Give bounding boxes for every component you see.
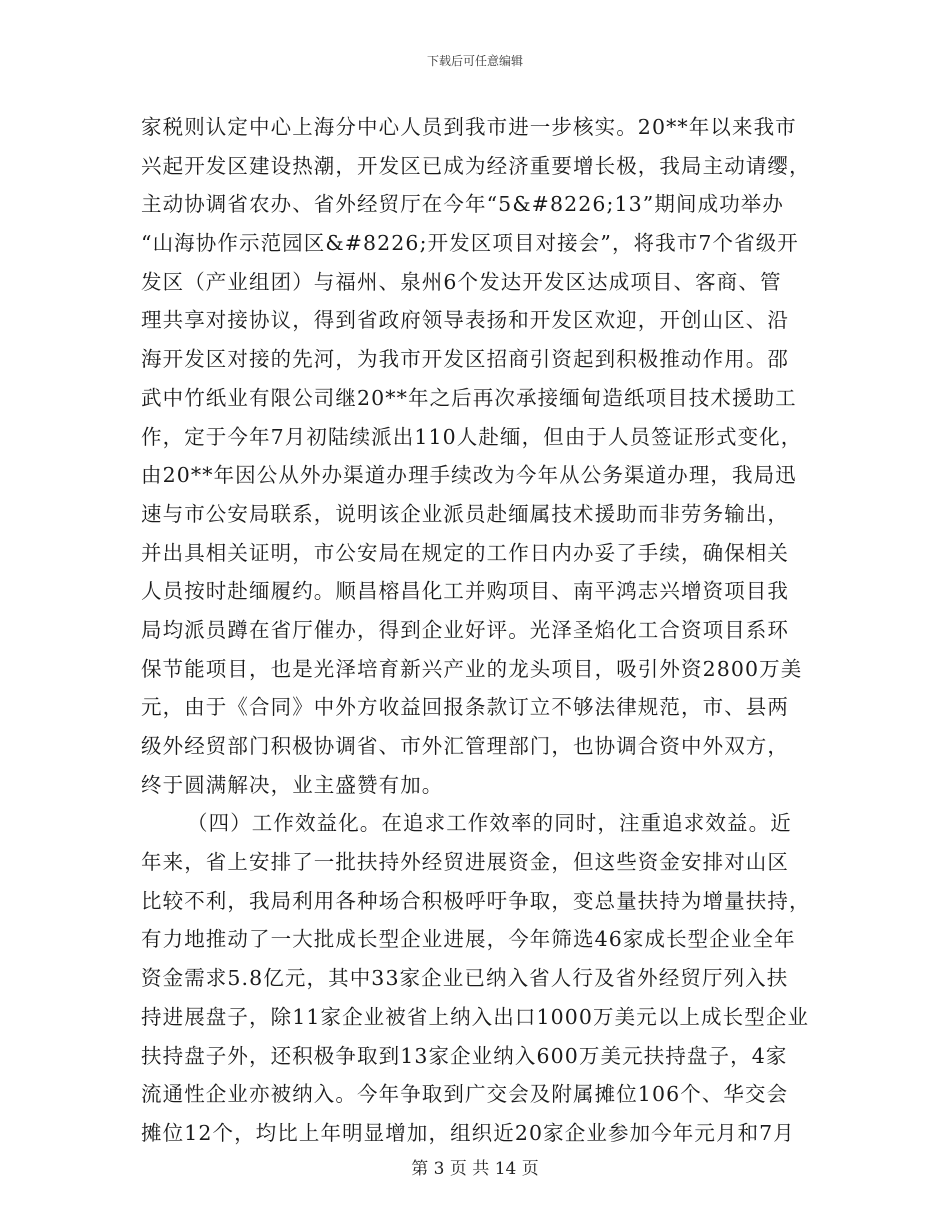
page-footer: 第 3 页 共 14 页 (411, 1159, 539, 1179)
text-line: 保节能项目，也是光泽培育新兴产业的龙头项目，吸引外资2800万美 (141, 656, 803, 681)
text-line: 扶持盘子外，还积极争取到13家企业纳入600万美元扶持盘子，4家 (141, 1043, 788, 1068)
text-line: 兴起开发区建设热潮，开发区已成为经济重要增长极，我局主动请缨， (141, 153, 811, 178)
text-line: 速与市公安局联系，说明该企业派员赴缅属技术援助而非劳务输出， (141, 501, 789, 526)
document-body (141, 108, 809, 1153)
text-line: 元，由于《合同》中外方收益回报条款订立不够法律规范，市、县两 (141, 695, 789, 720)
page-header: 下载后可任意编辑 (426, 54, 523, 68)
text-line: 级外经贸部门积极协调省、市外汇管理部门，也协调合资中外双方， (141, 734, 789, 758)
text-line: 主动协调省农办、省外经贸厅在今年“5&#8226;13”期间成功举办 (141, 192, 784, 217)
text-line: 海开发区对接的先河，为我市开发区招商引资起到积极推动作用。邵 (141, 347, 789, 372)
text-line: 终于圆满解决，业主盛赞有加。 (141, 772, 444, 797)
text-line: 比较不利，我局利用各种场合积极呼吁争取，变总量扶持为增量扶持， (141, 888, 811, 913)
text-line: 家税则认定中心上海分中心人员到我市进一步核实。20**年以来我市 (141, 115, 797, 139)
text-line: 武中竹纸业有限公司继20**年之后再次承接缅甸造纸项目技术援助工 (141, 385, 797, 410)
text-line: 资金需求5.8亿元，其中33家企业已纳入省人行及省外经贸厅列入扶 (141, 966, 789, 991)
text-line: 有力地推动了一大批成长型企业进展，今年筛选46家成长型企业全年 (141, 927, 796, 952)
text-line: 持进展盘子，除11家企业被省上纳入出口1000万美元以上成长型企业 (141, 1004, 810, 1029)
text-line: “山海协作示范园区&#8226;开发区项目对接会”，将我市7个省级开 (141, 231, 799, 256)
text-line: 摊位12个，均比上年明显增加，组织近20家企业参加今年元月和7月 (141, 1120, 795, 1145)
text-line: 局均派员蹲在省厅催办，得到企业好评。光泽圣焰化工合资项目系环 (141, 617, 789, 642)
text-line: 年来，省上安排了一批扶持外经贸进展资金，但这些资金安排对山区 (141, 850, 789, 875)
text-line: 作，定于今年7月初陆续派出110人赴缅，但由于人员签证形式变化， (141, 424, 803, 449)
text-line: 人员按时赴缅履约。顺昌榕昌化工并购项目、南平鸿志兴增资项目我 (141, 579, 789, 604)
text-line: 由20**年因公从外办渠道办理手续改为今年从公务渠道办理，我局迅 (141, 463, 797, 488)
text-line: 并出具相关证明，市公安局在规定的工作日内办妥了手续，确保相关 (141, 540, 789, 565)
text-line: 理共享对接协议，得到省政府领导表扬和开发区欢迎，开创山区、沿 (141, 308, 789, 333)
text-line: 发区（产业组团）与福州、泉州6个发达开发区达成项目、客商、管 (141, 269, 782, 294)
section-heading-line: （四）工作效益化。在追求工作效率的同时，注重追求效益。近 (187, 811, 792, 836)
text-line: 流通性企业亦被纳入。今年争取到广交会及附属摊位106个、华交会 (141, 1082, 789, 1107)
